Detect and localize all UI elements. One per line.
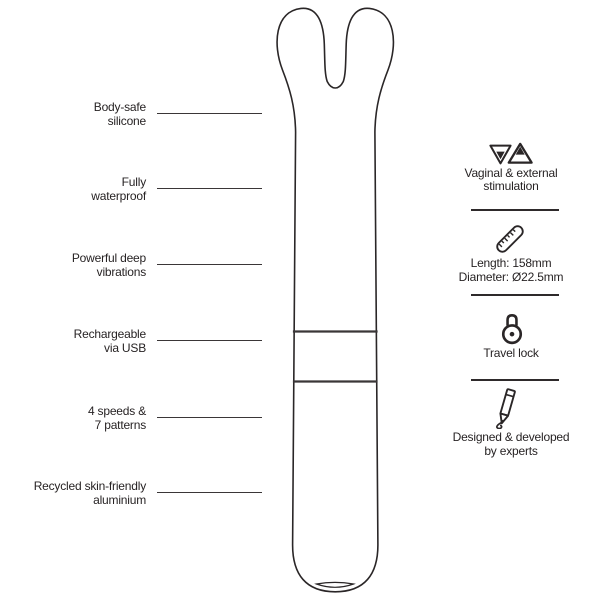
callout-line (157, 188, 262, 189)
callout-label-line: Powerful deep (71, 251, 146, 265)
ruler-icon (495, 224, 525, 254)
feature-travel-lock-label (411, 347, 600, 361)
callout-label (34, 479, 146, 507)
feature-divider (471, 379, 559, 381)
pencil-icon (493, 387, 521, 429)
callout-line (157, 113, 262, 114)
callout-line (157, 492, 262, 493)
feature-label-line: Vaginal & external (464, 165, 558, 180)
base-cap-seam (317, 582, 354, 587)
feature-label-line: Length: 158mm (470, 256, 552, 270)
callout-label-line: Recycled skin-friendly (33, 478, 146, 493)
callout-line (157, 340, 262, 341)
callout-label-line: Fully (121, 174, 146, 189)
feature-designed-by-experts-label (411, 431, 600, 458)
callout-label-line: Rechargeable (73, 326, 146, 341)
callout-label-line: Body-safe (93, 99, 146, 114)
callout-label (72, 251, 146, 279)
feature-label-line: Diameter: Ø22.5mm (458, 269, 564, 284)
feature-label-line: Travel lock (483, 346, 539, 360)
travel-lock-icon (500, 312, 524, 346)
feature-label-line: stimulation (483, 179, 539, 193)
stimulation-triangles-icon (489, 142, 533, 166)
feature-dimensions-label (411, 257, 600, 284)
callout-label (88, 404, 146, 432)
callout-label (74, 327, 146, 355)
callout-line (157, 264, 262, 265)
callout-label (94, 100, 146, 128)
callout-label (91, 175, 146, 203)
callout-label-line: via USB (104, 340, 146, 355)
feature-divider (471, 294, 559, 296)
callout-label-line: 7 patterns (94, 417, 146, 432)
feature-label-line: Designed & developed (452, 430, 570, 444)
callout-label-line: waterproof (91, 188, 146, 203)
feature-divider (471, 209, 559, 211)
product-outline (277, 8, 393, 592)
callout-line (157, 417, 262, 418)
callout-label-line: 4 speeds & (87, 403, 146, 418)
feature-stimulation-label (411, 167, 600, 194)
callout-label-line: vibrations (96, 265, 146, 279)
callout-label-line: aluminium (93, 492, 146, 507)
feature-label-line: by experts (484, 443, 538, 458)
callout-label-line: silicone (107, 113, 146, 128)
